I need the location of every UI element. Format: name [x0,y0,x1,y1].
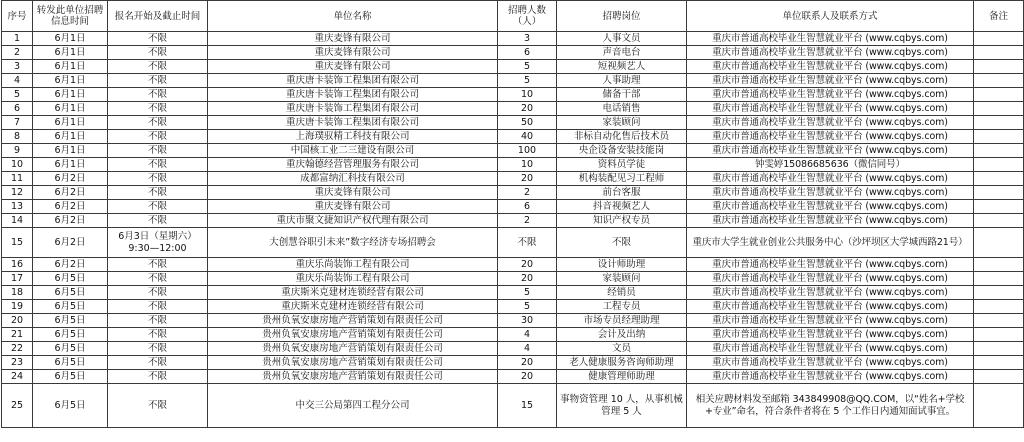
table-row [2,74,1024,88]
cell-company: 贵州负氧安康房地产营销策划有限责任公司 [208,356,498,370]
table-row [2,272,1024,286]
cell-position: 资料员学徒 [557,158,687,172]
cell-company: 重庆斯米克建材连锁经营有限公司 [208,300,498,314]
cell-deadline: 不限 [108,88,208,102]
cell-forward-date: 6月1日 [33,144,108,158]
cell-position: 家装顾问 [557,116,687,130]
cell-seq: 21 [2,328,33,342]
cell-seq: 13 [2,200,33,214]
cell-notes [974,300,1024,314]
cell-company: 贵州负氧安康房地产营销策划有限责任公司 [208,342,498,356]
cell-contact: 重庆市普通高校毕业生智慧就业平台 (www.cqbys.com) [687,130,974,144]
cell-headcount: 5 [498,300,557,314]
table-row [2,384,1024,428]
header-seq: 序号 [2,1,33,32]
table-row [2,102,1024,116]
cell-company: 重庆麦锋有限公司 [208,46,498,60]
cell-headcount: 100 [498,144,557,158]
cell-seq: 25 [2,384,33,428]
cell-seq: 1 [2,32,33,46]
cell-position: 人事助理 [557,74,687,88]
recruitment-table [1,0,1024,428]
header-company: 单位名称 [208,1,498,32]
cell-deadline: 不限 [108,384,208,428]
cell-company: 重庆市聚文捷知识产权代理有限公司 [208,214,498,228]
cell-position: 储备干部 [557,88,687,102]
cell-notes [974,116,1024,130]
cell-notes [974,88,1024,102]
cell-notes [974,328,1024,342]
cell-notes [974,74,1024,88]
table-row [2,370,1024,384]
cell-forward-date: 6月5日 [33,328,108,342]
cell-deadline: 不限 [108,74,208,88]
cell-headcount: 4 [498,328,557,342]
cell-position: 机构装配见习工程师 [557,172,687,186]
cell-headcount: 20 [498,370,557,384]
cell-company: 重庆麦锋有限公司 [208,60,498,74]
cell-headcount: 6 [498,200,557,214]
cell-notes [974,46,1024,60]
cell-notes [974,384,1024,428]
table-row [2,46,1024,60]
cell-forward-date: 6月1日 [33,60,108,74]
cell-deadline: 不限 [108,144,208,158]
table-row [2,258,1024,272]
cell-forward-date: 6月2日 [33,186,108,200]
table-row [2,356,1024,370]
cell-company: 中国核工业二三建设有限公司 [208,144,498,158]
cell-forward-date: 6月1日 [33,46,108,60]
cell-forward-date: 6月1日 [33,130,108,144]
cell-deadline: 不限 [108,300,208,314]
cell-seq: 6 [2,102,33,116]
cell-headcount: 20 [498,258,557,272]
cell-company: 重庆乐尚装饰工程有限公司 [208,258,498,272]
table-body [2,32,1024,428]
cell-deadline: 不限 [108,32,208,46]
header-forward-time: 转发此单位招聘信息时间 [33,1,108,32]
cell-forward-date: 6月5日 [33,300,108,314]
cell-contact: 钟雯婷15086685636（微信同号） [687,158,974,172]
cell-position: 老人健康服务咨询师助理 [557,356,687,370]
cell-contact: 重庆市普通高校毕业生智慧就业平台 (www.cqbys.com) [687,46,974,60]
cell-headcount: 5 [498,60,557,74]
cell-forward-date: 6月1日 [33,88,108,102]
cell-headcount: 6 [498,46,557,60]
cell-company: 重庆麦锋有限公司 [208,186,498,200]
cell-headcount: 20 [498,102,557,116]
cell-headcount: 30 [498,314,557,328]
cell-notes [974,214,1024,228]
header-row [2,1,1024,32]
cell-seq: 2 [2,46,33,60]
cell-seq: 7 [2,116,33,130]
cell-deadline: 不限 [108,60,208,74]
cell-position: 家装顾问 [557,272,687,286]
cell-deadline: 不限 [108,328,208,342]
cell-seq: 3 [2,60,33,74]
table-row [2,342,1024,356]
cell-headcount: 5 [498,286,557,300]
cell-notes [974,370,1024,384]
cell-forward-date: 6月5日 [33,272,108,286]
cell-company: 成都富纳汇科技有限公司 [208,172,498,186]
cell-deadline: 不限 [108,370,208,384]
cell-position: 知识产权专员 [557,214,687,228]
table-row [2,116,1024,130]
cell-deadline: 6月3日（星期六）9:30—12:00 [108,228,208,258]
cell-company: 重庆唐卡装饰工程集团有限公司 [208,102,498,116]
cell-seq: 10 [2,158,33,172]
cell-position: 抖音视频艺人 [557,200,687,214]
table-row [2,214,1024,228]
cell-position: 短视频艺人 [557,60,687,74]
cell-contact: 重庆市普通高校毕业生智慧就业平台 (www.cqbys.com) [687,116,974,130]
table-row [2,328,1024,342]
cell-seq: 12 [2,186,33,200]
cell-contact: 重庆市普通高校毕业生智慧就业平台 (www.cqbys.com) [687,214,974,228]
cell-position: 工程专员 [557,300,687,314]
cell-position: 文员 [557,342,687,356]
cell-forward-date: 6月1日 [33,74,108,88]
cell-notes [974,314,1024,328]
cell-company: 上海璞驭精工科技有限公司 [208,130,498,144]
cell-contact: 重庆市普通高校毕业生智慧就业平台 (www.cqbys.com) [687,286,974,300]
cell-position: 前台客服 [557,186,687,200]
table-row [2,144,1024,158]
cell-position: 声音电台 [557,46,687,60]
cell-seq: 9 [2,144,33,158]
cell-seq: 15 [2,228,33,258]
cell-contact: 重庆市普通高校毕业生智慧就业平台 (www.cqbys.com) [687,342,974,356]
cell-company: 大创慧谷职引未来”数字经济专场招聘会 [208,228,498,258]
cell-position: 会计及出纳 [557,328,687,342]
cell-deadline: 不限 [108,130,208,144]
cell-company: 重庆乐尚装饰工程有限公司 [208,272,498,286]
cell-contact: 重庆市普通高校毕业生智慧就业平台 (www.cqbys.com) [687,370,974,384]
cell-headcount: 5 [498,74,557,88]
cell-forward-date: 6月2日 [33,258,108,272]
cell-contact: 重庆市普通高校毕业生智慧就业平台 (www.cqbys.com) [687,300,974,314]
cell-headcount: 50 [498,116,557,130]
cell-contact: 重庆市普通高校毕业生智慧就业平台 (www.cqbys.com) [687,258,974,272]
cell-forward-date: 6月1日 [33,32,108,46]
cell-headcount: 10 [498,88,557,102]
cell-notes [974,286,1024,300]
cell-company: 贵州负氧安康房地产营销策划有限责任公司 [208,314,498,328]
table-row [2,200,1024,214]
cell-seq: 24 [2,370,33,384]
cell-seq: 18 [2,286,33,300]
cell-notes [974,228,1024,258]
cell-contact: 重庆市普通高校毕业生智慧就业平台 (www.cqbys.com) [687,102,974,116]
cell-seq: 20 [2,314,33,328]
cell-headcount: 2 [498,214,557,228]
cell-forward-date: 6月1日 [33,102,108,116]
cell-forward-date: 6月5日 [33,384,108,428]
cell-deadline: 不限 [108,186,208,200]
cell-position: 健康管理师助理 [557,370,687,384]
cell-headcount: 20 [498,272,557,286]
cell-contact: 重庆市普通高校毕业生智慧就业平台 (www.cqbys.com) [687,272,974,286]
cell-forward-date: 6月2日 [33,172,108,186]
cell-seq: 23 [2,356,33,370]
cell-company: 重庆麦锋有限公司 [208,200,498,214]
cell-headcount: 10 [498,158,557,172]
cell-forward-date: 6月5日 [33,314,108,328]
cell-deadline: 不限 [108,116,208,130]
cell-forward-date: 6月2日 [33,228,108,258]
cell-position: 央企设备安装技能岗 [557,144,687,158]
cell-notes [974,102,1024,116]
cell-headcount: 20 [498,172,557,186]
cell-position: 人事文员 [557,32,687,46]
cell-deadline: 不限 [108,214,208,228]
cell-forward-date: 6月1日 [33,116,108,130]
cell-contact: 重庆市大学生就业创业公共服务中心（沙坪坝区大学城西路21号） [687,228,974,258]
cell-seq: 16 [2,258,33,272]
cell-notes [974,130,1024,144]
cell-seq: 22 [2,342,33,356]
table-row [2,172,1024,186]
cell-headcount: 3 [498,32,557,46]
cell-seq: 17 [2,272,33,286]
cell-company: 重庆唐卡装饰工程集团有限公司 [208,74,498,88]
cell-deadline: 不限 [108,200,208,214]
table-row [2,130,1024,144]
cell-deadline: 不限 [108,286,208,300]
table-row [2,88,1024,102]
cell-deadline: 不限 [108,314,208,328]
cell-position: 经销员 [557,286,687,300]
table-row [2,286,1024,300]
header-position: 招聘岗位 [557,1,687,32]
cell-contact: 相关应聘材料发至邮箱 343849908@QQ.COM，以“姓名+学校+专业”命名，符合条件者将在 5 个工作日内通知面试事宜。 [687,384,974,428]
cell-headcount: 20 [498,356,557,370]
cell-seq: 11 [2,172,33,186]
cell-company: 贵州负氧安康房地产营销策划有限责任公司 [208,370,498,384]
cell-deadline: 不限 [108,258,208,272]
cell-contact: 重庆市普通高校毕业生智慧就业平台 (www.cqbys.com) [687,314,974,328]
cell-contact: 重庆市普通高校毕业生智慧就业平台 (www.cqbys.com) [687,356,974,370]
cell-company: 中交三公局第四工程分公司 [208,384,498,428]
table-row [2,300,1024,314]
cell-headcount: 15 [498,384,557,428]
cell-seq: 4 [2,74,33,88]
cell-deadline: 不限 [108,272,208,286]
cell-contact: 重庆市普通高校毕业生智慧就业平台 (www.cqbys.com) [687,328,974,342]
cell-forward-date: 6月2日 [33,214,108,228]
cell-deadline: 不限 [108,46,208,60]
cell-seq: 5 [2,88,33,102]
cell-notes [974,200,1024,214]
cell-headcount: 不限 [498,228,557,258]
cell-deadline: 不限 [108,342,208,356]
cell-notes [974,172,1024,186]
cell-deadline: 不限 [108,356,208,370]
cell-contact: 重庆市普通高校毕业生智慧就业平台 (www.cqbys.com) [687,144,974,158]
cell-seq: 8 [2,130,33,144]
cell-forward-date: 6月1日 [33,158,108,172]
cell-position: 电话销售 [557,102,687,116]
table-row [2,60,1024,74]
cell-notes [974,32,1024,46]
cell-company: 重庆唐卡装饰工程集团有限公司 [208,116,498,130]
cell-notes [974,356,1024,370]
cell-position: 非标自动化售后技术员 [557,130,687,144]
cell-contact: 重庆市普通高校毕业生智慧就业平台 (www.cqbys.com) [687,74,974,88]
cell-contact: 重庆市普通高校毕业生智慧就业平台 (www.cqbys.com) [687,200,974,214]
cell-notes [974,342,1024,356]
cell-contact: 重庆市普通高校毕业生智慧就业平台 (www.cqbys.com) [687,172,974,186]
cell-forward-date: 6月5日 [33,356,108,370]
cell-contact: 重庆市普通高校毕业生智慧就业平台 (www.cqbys.com) [687,186,974,200]
cell-company: 贵州负氧安康房地产营销策划有限责任公司 [208,328,498,342]
cell-deadline: 不限 [108,172,208,186]
cell-position: 市场专员经理助理 [557,314,687,328]
cell-contact: 重庆市普通高校毕业生智慧就业平台 (www.cqbys.com) [687,32,974,46]
table-row [2,186,1024,200]
cell-deadline: 不限 [108,102,208,116]
cell-notes [974,272,1024,286]
cell-notes [974,60,1024,74]
table-row [2,32,1024,46]
cell-headcount: 4 [498,342,557,356]
cell-company: 重庆翰德经营管理服务有限公司 [208,158,498,172]
cell-seq: 19 [2,300,33,314]
cell-seq: 14 [2,214,33,228]
header-contact: 单位联系人及联系方式 [687,1,974,32]
cell-forward-date: 6月5日 [33,342,108,356]
table-row [2,314,1024,328]
cell-notes [974,144,1024,158]
cell-headcount: 2 [498,186,557,200]
cell-contact: 重庆市普通高校毕业生智慧就业平台 (www.cqbys.com) [687,60,974,74]
cell-position: 设计师助理 [557,258,687,272]
cell-company: 重庆唐卡装饰工程集团有限公司 [208,88,498,102]
header-notes: 备注 [974,1,1024,32]
cell-position: 事物资管理 10 人，从事机械管理 5 人 [557,384,687,428]
header-deadline: 报名开始及截止时间 [108,1,208,32]
cell-notes [974,186,1024,200]
cell-forward-date: 6月5日 [33,370,108,384]
cell-notes [974,158,1024,172]
cell-position: 不限 [557,228,687,258]
cell-company: 重庆麦锋有限公司 [208,32,498,46]
header-headcount: 招聘人数（人） [498,1,557,32]
cell-headcount: 40 [498,130,557,144]
table-row [2,228,1024,258]
table-row [2,158,1024,172]
cell-deadline: 不限 [108,158,208,172]
cell-notes [974,258,1024,272]
cell-company: 重庆斯米克建材连锁经营有限公司 [208,286,498,300]
cell-forward-date: 6月2日 [33,200,108,214]
cell-forward-date: 6月5日 [33,286,108,300]
cell-contact: 重庆市普通高校毕业生智慧就业平台 (www.cqbys.com) [687,88,974,102]
